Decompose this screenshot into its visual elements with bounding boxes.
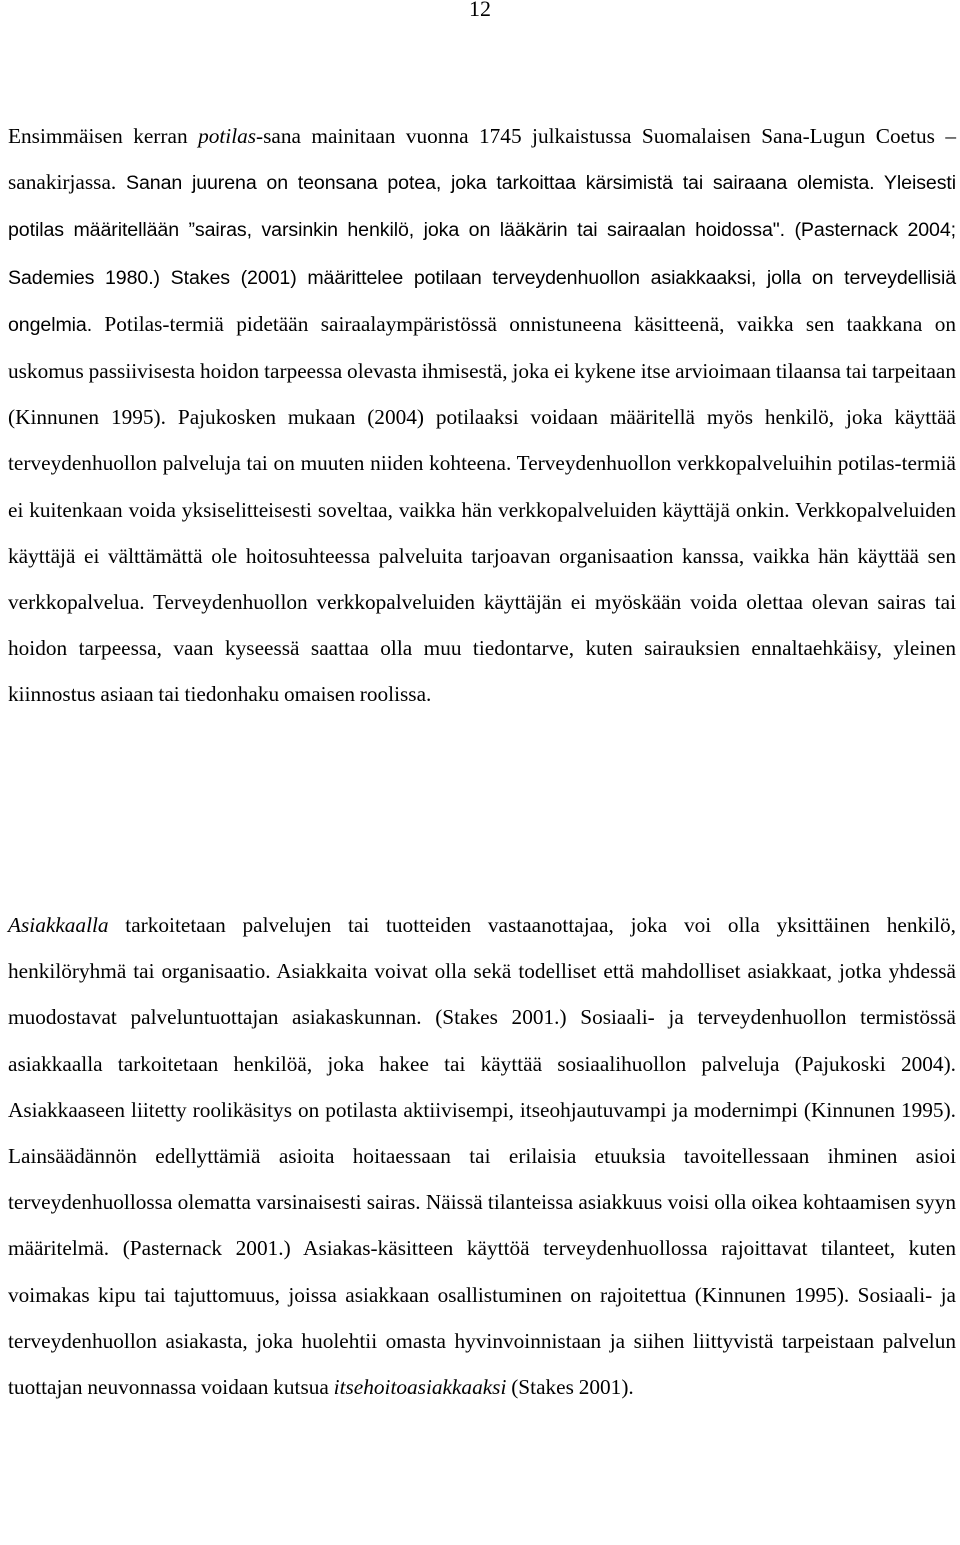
- paragraph-asiakas: [8, 902, 956, 1410]
- text-span: (Stakes 2001).: [506, 1375, 634, 1400]
- italic-term-itsehoitoasiakkaaksi: itsehoitoasiakkaaksi: [333, 1375, 507, 1400]
- sans-text-span: Sanan juurena on teonsana potea, joka tarkoittaa kärsimistä tai sairaana olemista. Yleisesti potilas määritellään ”sairas, varsinkin henkilö, joka on lääkärin tai sairaalan hoidossa". (Pasternack 2004; Sademies 1980.) Stakes (2001) määrittelee potilaan terveydenhuollon asiakkaaksi, jolla on terveydellisiä ongelmia.: [8, 172, 956, 336]
- italic-term-asiakkaalla: Asiakkaalla: [8, 913, 109, 937]
- italic-term-potilas: potilas: [198, 124, 257, 148]
- text-span: tarkoitetaan palvelujen tai tuotteiden vastaanottajaa, joka voi olla yksittäinen henkilö, henkilöryhmä tai organisaatio. Asiakkaita voivat olla sekä todelliset että mahdolliset asiakkaat, jotka yhdessä muodostavat palveluntuottajan asiakaskunnan. (Stakes 2001.) Sosiaali- ja terveydenhuollon termistössä asiakkaalla tarkoitetaan henkilöä, joka hakee tai käyttää sosiaalihuollon palveluja (Pajukoski 2004). Asiakkaaseen liitetty roolikäsitys on potilasta aktiivisempi, itseohjautuvampi ja modernimpi (Kinnunen 1995). Lainsäädännön edellyttämiä asioita hoitaessaan tai erilaisia etuuksia tavoitellessaan ihminen asioi terveydenhuollossa olematta varsinaisesti sairas. Näissä tilanteissa asiakkuus voisi olla oikea kohtaamisen syyn määritelmä. (Pasternack 2001.) Asiakas-käsitteen käyttöä terveydenhuollossa rajoittavat tilanteet, kuten voimakas kipu tai tajuttomuus, joissa asiakkaan osallistuminen on rajoitettua (Kinnunen 1995). Sosiaali- ja terveydenhuollon asiakasta, joka huolehtii omasta hyvinvoinnistaan ja siihen liittyvistä tarpeistaan palvelun tuottajan neuvonnassa voidaan kutsua: [8, 913, 956, 1400]
- text-span: Potilas-termiä pidetään sairaalaympäristössä onnistuneena käsitteenä, vaikka sen taakkana on uskomus passiivisesta hoidon tarpeessa olevasta ihmisestä, joka ei kykene itse arvioimaan tilaansa tai tarpeitaan (Kinnunen 1995). Pajukosken mukaan (2004) potilaaksi voidaan määritellä myös henkilö, joka käyttää terveydenhuollon palveluja tai on muuten niiden kohteena. Terveydenhuollon verkkopalveluihin potilas-termiä ei kuitenkaan voida yksiselitteisesti soveltaa, vaikka hän verkkopalveluiden käyttäjä onkin. Verkkopalveluiden käyttäjä ei välttämättä ole hoitosuhteessa palveluita tarjoavan organisaation kanssa, vaikka hän käyttää sen verkkopalvelua. Terveydenhuollon verkkopalveluiden käyttäjän ei myöskään voida olettaa olevan sairas tai hoidon tarpeessa, vaan kyseessä saattaa olla muu tiedontarve, kuten sairauksien ennaltaehkäisy, yleinen kiinnostus asiaan tai tiedonhaku omaisen roolissa.: [8, 311, 956, 707]
- text-span: -sana mainitaan vuonna 1745 julkaistussa Suomalaisen Sana-Lugun Coetus – sanakirjassa.: [8, 124, 957, 195]
- paragraph-potilas: [8, 113, 956, 718]
- text-span: Ensimmäisen kerran: [8, 124, 199, 148]
- page-number: 12: [469, 0, 491, 21]
